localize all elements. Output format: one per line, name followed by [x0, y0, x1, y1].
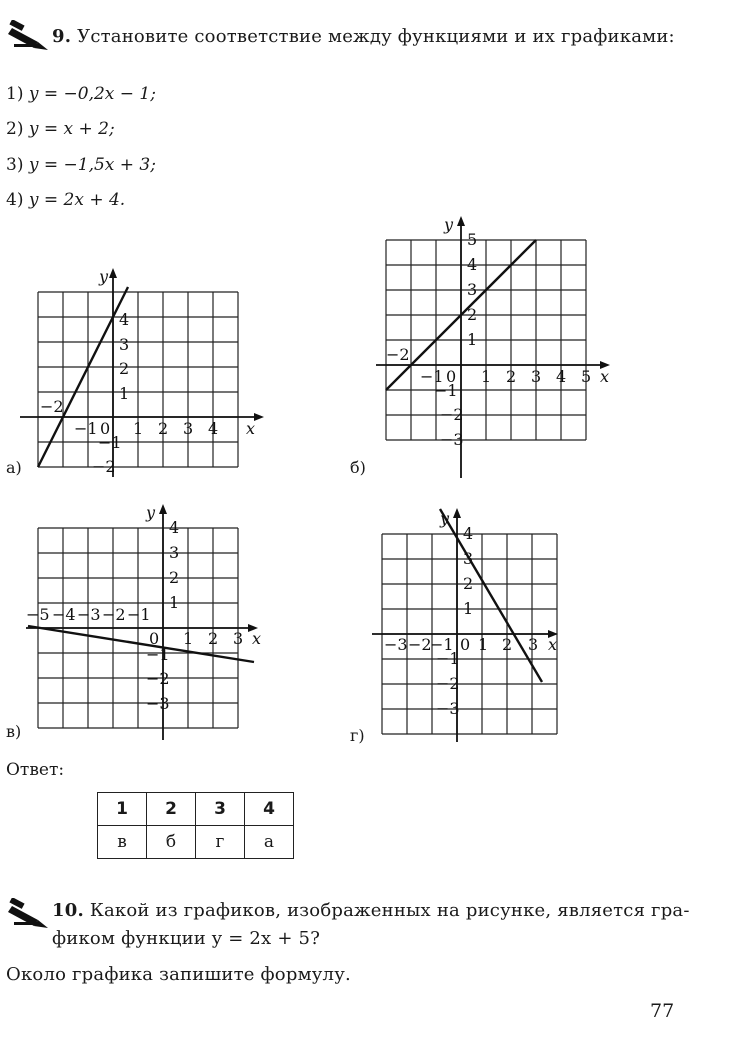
function-line: [28, 626, 254, 662]
y-tick: −3: [146, 694, 170, 713]
pencil-icon: [8, 20, 50, 52]
y-axis-label: y: [99, 267, 109, 286]
y-tick: −1: [436, 649, 460, 668]
x-tick: 1: [133, 419, 144, 438]
y-tick: 1: [467, 330, 478, 349]
x-tick: 0: [446, 367, 457, 386]
graph-a-svg: [20, 262, 270, 477]
function-item-4: [6, 190, 125, 210]
y-tick: 1: [463, 599, 474, 618]
graph-a: [20, 262, 270, 477]
x-tick: 5: [581, 367, 592, 386]
x-tick: 3: [183, 419, 194, 438]
task9-title: [52, 26, 675, 47]
x-tick: −2: [408, 635, 432, 654]
y-axis-label: y: [440, 509, 450, 528]
x-tick: 3: [233, 629, 244, 648]
y-axis-label: y: [146, 503, 156, 522]
task10-note: Около графика запишите формулу.: [6, 964, 351, 985]
x-tick: −1: [430, 635, 454, 654]
answer-value-cell: в: [98, 826, 147, 859]
y-tick: −1: [146, 645, 170, 664]
x-tick: −4: [52, 605, 76, 624]
intercept-label: −2: [40, 397, 64, 416]
answer-header-cell: 3: [196, 793, 245, 826]
answer-value-cell: а: [245, 826, 294, 859]
y-tick: 2: [463, 574, 474, 593]
x-tick: −3: [77, 605, 101, 624]
x-tick: −5: [26, 605, 50, 624]
pencil-icon: [8, 898, 50, 930]
graph-v-label: в): [6, 722, 22, 741]
x-tick: 4: [208, 419, 219, 438]
function-item-1: [6, 84, 156, 104]
graph-b-svg: [372, 210, 622, 480]
graph-v-svg: [22, 500, 272, 745]
y-tick: 3: [463, 549, 474, 568]
answer-header-cell: 4: [245, 793, 294, 826]
x-tick: 2: [506, 367, 517, 386]
function-formula: y = 2x + 4.: [28, 190, 126, 210]
y-tick: 4: [169, 518, 180, 537]
graph-g: [368, 504, 588, 744]
page-number: 77: [650, 1000, 675, 1022]
graph-b-label: б): [350, 458, 366, 477]
function-formula: y = −1,5x + 3;: [28, 155, 156, 175]
x-tick: 1: [478, 635, 489, 654]
y-tick: −3: [440, 430, 464, 449]
x-tick: 0: [149, 629, 160, 648]
graph-b: [372, 210, 622, 480]
y-tick: 2: [467, 305, 478, 324]
y-tick: 1: [119, 384, 130, 403]
x-tick: 1: [183, 629, 194, 648]
task10-text-line1: Какой из графиков, изображенных на рисунке, является гра-: [89, 900, 690, 921]
answer-value-cell: г: [196, 826, 245, 859]
x-axis-label: x: [600, 367, 610, 386]
x-tick: 0: [460, 635, 471, 654]
function-formula: y = x + 2;: [28, 119, 115, 139]
x-tick: 0: [100, 419, 111, 438]
function-item-2: [6, 119, 115, 139]
y-tick: −2: [436, 674, 460, 693]
intercept-label: −2: [386, 345, 410, 364]
x-tick: −1: [74, 419, 98, 438]
x-tick: 3: [531, 367, 542, 386]
y-tick: 4: [119, 310, 130, 329]
graph-g-svg: [368, 504, 588, 744]
y-tick: 2: [169, 568, 180, 587]
answer-table-header-row: [98, 793, 294, 826]
x-tick: −2: [102, 605, 126, 624]
task9-title-text: Установите соответствие между функциями и их графиками:: [77, 26, 675, 47]
y-tick: −2: [92, 457, 116, 476]
y-tick: −1: [98, 433, 122, 452]
x-tick: 4: [556, 367, 567, 386]
answer-value-cell: б: [147, 826, 196, 859]
answer-header-cell: 1: [98, 793, 147, 826]
function-num: 3): [6, 155, 24, 175]
y-tick: −2: [146, 669, 170, 688]
x-tick: −1: [420, 367, 444, 386]
task10-line2: фиком функции y = 2x + 5?: [52, 928, 321, 949]
x-axis-label: x: [252, 629, 262, 648]
y-tick: −3: [436, 699, 460, 718]
function-num: 1): [6, 84, 24, 104]
graph-g-label: г): [350, 726, 365, 745]
y-tick: 5: [467, 230, 478, 249]
y-tick: 4: [463, 524, 474, 543]
answer-header-cell: 2: [147, 793, 196, 826]
y-tick: 3: [467, 280, 478, 299]
x-tick: 3: [528, 635, 539, 654]
x-axis-label: x: [548, 635, 558, 654]
y-tick: 2: [119, 359, 130, 378]
answer-table-value-row: [98, 826, 294, 859]
x-axis-label: x: [246, 419, 256, 438]
y-tick: 4: [467, 255, 478, 274]
answer-label: Ответ:: [6, 760, 65, 780]
task9-number: 9.: [52, 26, 72, 47]
x-tick: 2: [502, 635, 513, 654]
function-num: 4): [6, 190, 24, 210]
y-tick: 3: [169, 543, 180, 562]
function-num: 2): [6, 119, 24, 139]
graph-a-label: а): [6, 458, 22, 477]
graph-v: [22, 500, 272, 745]
task10-line1: [52, 900, 690, 921]
y-tick: −1: [434, 381, 458, 400]
y-tick: 1: [169, 593, 180, 612]
x-tick: 1: [481, 367, 492, 386]
x-tick: −1: [127, 605, 151, 624]
x-tick: 2: [208, 629, 219, 648]
function-item-3: [6, 155, 156, 175]
y-axis-label: y: [444, 215, 454, 234]
x-tick: −3: [384, 635, 408, 654]
y-tick: 3: [119, 335, 130, 354]
task10-number: 10.: [52, 900, 84, 921]
function-formula: y = −0,2x − 1;: [28, 84, 156, 104]
answer-table: [97, 792, 294, 859]
y-tick: −2: [440, 405, 464, 424]
x-tick: 2: [158, 419, 169, 438]
